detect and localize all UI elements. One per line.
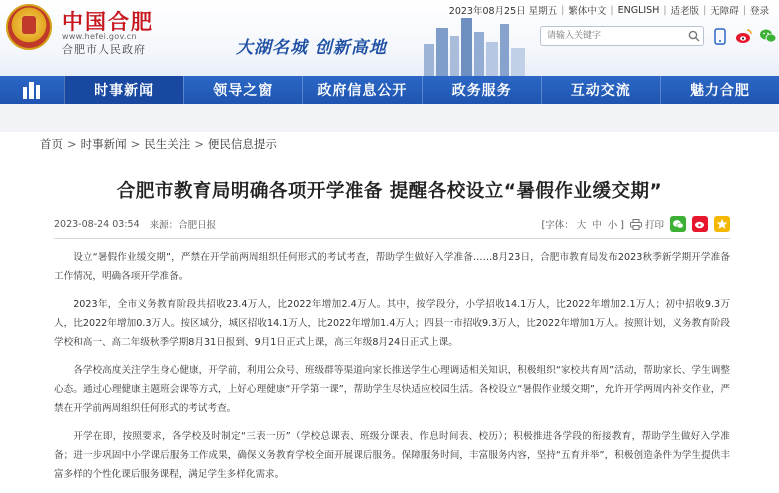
search-box [540, 26, 704, 46]
font-size-label: [字体： [541, 220, 574, 231]
nav-item-gov-info[interactable]: 政府信息公开 [302, 76, 421, 104]
nav-spacer [0, 104, 779, 132]
share-qzone-icon[interactable] [714, 216, 730, 232]
weibo-icon[interactable] [734, 26, 754, 46]
logo-subtitle: 合肥市人民政府 [62, 43, 146, 56]
article-tools [542, 216, 731, 232]
article-meta [54, 214, 730, 234]
nav-item-leaders[interactable]: 领导之窗 [183, 76, 302, 104]
article-paragraph: 开学在即，按照要求，各学校及时制定“三表一历”（学校总课表、班级分课表、作息时间表、校历）；积极推进各学段的衔接教育，帮助学生做好入学准备；进一步巩固中小学课后服务工作成果，确保义务教育学校全面开展课后服务。保障服务时间，丰富服务内容，坚持“五育并举”，积极创造条件为学生提供丰富多样的个性化课后服务课程，满足学生多样化需求。 [54, 431, 730, 480]
nav-item-interaction[interactable]: 互动交流 [541, 76, 660, 104]
header-icon-group [710, 26, 778, 46]
article-paragraph: 2023年，全市义务教育阶段共招收23.4万人，比2022年增加2.4万人。其中，按学段分，小学招收14.1万人，比2022年增加2.1万人；初中招收9.3万人，比2022年增加0.3万人。按区域分，城区招收14.1万人，比2022年增加1.4万人；四县一市招收9.3万人，比2022年增加1万人。按照计划，义务教育阶段学校和高一、高二年级秋季学期8月31日报到、9月1日正式上课，高三年级8月24日正式上课。 [54, 299, 730, 348]
print-label: 打印 [644, 220, 664, 231]
mobile-icon[interactable] [710, 26, 730, 46]
link-english[interactable]: ENGLISH [617, 4, 660, 16]
nav-item-charm-hefei[interactable]: 魅力合肥 [660, 76, 779, 104]
main-navigation [0, 76, 779, 104]
building-icon [21, 81, 43, 99]
home-nav-button[interactable] [0, 76, 64, 104]
publish-date: 2023-08-24 03:54 [54, 218, 140, 230]
breadcrumb: 首页 > 时事新闻 > 民生关注 > 便民信息提示 [40, 137, 277, 151]
link-accessibility[interactable]: 无障碍 [710, 6, 739, 17]
font-size-medium[interactable]: 中 [592, 220, 602, 231]
wechat-icon[interactable] [758, 26, 778, 46]
article-body [54, 248, 730, 493]
font-size-control [542, 217, 624, 231]
printer-icon [630, 219, 642, 230]
link-traditional-chinese[interactable]: 繁体中文 [568, 6, 607, 17]
search-icon[interactable] [685, 27, 703, 45]
article-paragraph: 各学校高度关注学生身心健康，开学前，利用公众号、班级群等渠道向家长推送学生心理调适相关知识，积极组织“家校共育周”活动，帮助家长、学生调整心态。通过心理健康主题班会课等方式，上好心理健康“开学第一课”，帮助学生尽快适应校园生活。各校设立“暑假作业缓交期”，允许开学两周内补交作业，严禁在开学前两周组织任何形式的考试考查。 [54, 365, 730, 414]
nav-item-current-news[interactable]: 时事新闻 [64, 76, 183, 104]
breadcrumb-news[interactable]: 时事新闻 [80, 137, 127, 151]
meta-divider [54, 238, 730, 239]
site-header [0, 0, 779, 76]
link-login[interactable]: 登录 [749, 6, 769, 17]
print-button[interactable] [630, 217, 664, 231]
slogan: 大湖名城 创新高地 [236, 38, 387, 58]
logo-url: www.hefei.gov.cn [62, 32, 137, 41]
article-source: 来源：合肥日报 [149, 220, 217, 231]
top-utility-bar: 2023年08月25日 星期五 | 繁体中文 | ENGLISH | 适老版 | 无障碍 | 登录 [445, 3, 773, 17]
share-weibo-icon[interactable] [692, 216, 708, 232]
font-size-large[interactable]: 大 [576, 220, 587, 231]
breadcrumb-livelihood[interactable]: 民生关注 [144, 137, 191, 151]
font-size-end: ] [620, 220, 624, 231]
logo-title[interactable]: 中国合肥 [62, 9, 154, 34]
article-title: 合肥市教育局明确各项开学准备 提醒各校设立“暑假作业缓交期” [116, 181, 663, 202]
font-size-small[interactable]: 小 [607, 220, 618, 231]
link-elderly-mode[interactable]: 适老版 [670, 6, 700, 17]
national-emblem-icon [6, 4, 52, 50]
current-date: 2023年08月25日 星期五 [448, 6, 558, 17]
city-skyline-icon [420, 14, 530, 76]
article-paragraph: 设立“暑假作业缓交期”，严禁在开学前两周组织任何形式的考试考查，帮助学生做好入学准备……8月23日，合肥市教育局发布2023秋季新学期开学准备工作情况，明确各项开学准备。 [54, 252, 730, 282]
breadcrumb-home[interactable]: 首页 [40, 137, 63, 151]
share-wechat-icon[interactable] [670, 216, 686, 232]
nav-item-gov-services[interactable]: 政务服务 [422, 76, 541, 104]
search-input[interactable] [541, 27, 685, 45]
breadcrumb-notices[interactable]: 便民信息提示 [207, 137, 277, 151]
